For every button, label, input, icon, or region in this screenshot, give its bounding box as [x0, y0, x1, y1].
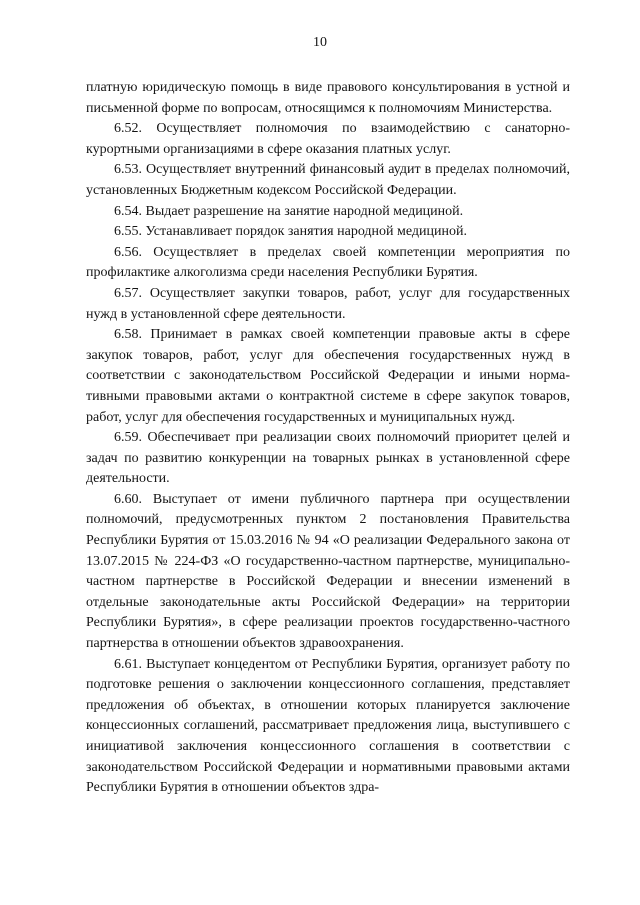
paragraph-6-56: 6.56. Осуществляет в пределах своей компетенции мероприятия по профилактике алкоголизма среди населения Республики Бурятия. — [86, 244, 570, 281]
paragraph-6-52: 6.52. Осуществляет полномочия по взаимодействию с санаторно-курортными организациями в сфере оказания платных услуг. — [86, 121, 570, 157]
paragraph-6-59: 6.59. Обеспечивает при реализации своих полномочий приоритет целей и задач по развитию конкуренции на товарных рынках в установленной сфере деятельности. — [86, 430, 570, 487]
page-number: 10 — [313, 35, 327, 50]
paragraph-6-58: 6.58. Принимает в рамках своей компетенции правовые акты в сфере закупок товаров, работ, услуг для обеспечения государственных нужд в соответствии с законодательством Российской Федерации и иными нормативными правовыми актами о контрактной системе в сфере закупок товаров, работ, услуг для обеспечения государственных и муниципальных нужд. — [86, 327, 570, 425]
paragraph-6-54: 6.54. Выдает разрешение на занятие народной медициной. — [114, 203, 464, 219]
paragraph-6-53: 6.53. Осуществляет внутренний финансовый аудит в пределах полномочий, установленных Бюджетным кодексом Российской Федерации. — [86, 162, 570, 198]
document-body — [86, 78, 570, 799]
paragraph-6-55: 6.55. Устанавливает порядок занятия народной медициной. — [114, 224, 467, 240]
paragraph-6-57: 6.57. Осуществляет закупки товаров, работ, услуг для государственных нужд в установленной сфере деятельности. — [86, 285, 570, 322]
paragraph-6-61: 6.61. Выступает концедентом от Республики Бурятия, организует работу по подготовке решения о заключении концессионного соглашения, представляет предложения об объектах, в отношении которых планируется заключение концессионных соглашений, рассматривает предложения лица, выступившего с инициативой заключения концессионного соглашения в соответствии с законодательством Российской Федерации и нормативными правовыми актами Республики Бурятия в отношении объектов здра- — [86, 656, 570, 796]
paragraph-continuation: платную юридическую помощь в виде правового консультирования в устной и письменной форме по вопросам, относящимся к полномочиям Министерства. — [86, 80, 570, 116]
paragraph-6-60: 6.60. Выступает от имени публичного партнера при осуществлении полномочий, предусмотренных пунктом 2 постановления Правительства Республики Бурятия от 15.03.2016 № 94 «О реализации Федерального закона от 13.07.2015 № 224-ФЗ «О государственно-частном партнерстве, муниципально-частном партнерстве в Российской Федерации и внесении изменений в отдельные законодательные акты Российской Федерации» на территории Республики Бурятия», в сфере реализации проектов государственно-частного партнерства в отношении объектов здравоохранения. — [86, 491, 570, 652]
